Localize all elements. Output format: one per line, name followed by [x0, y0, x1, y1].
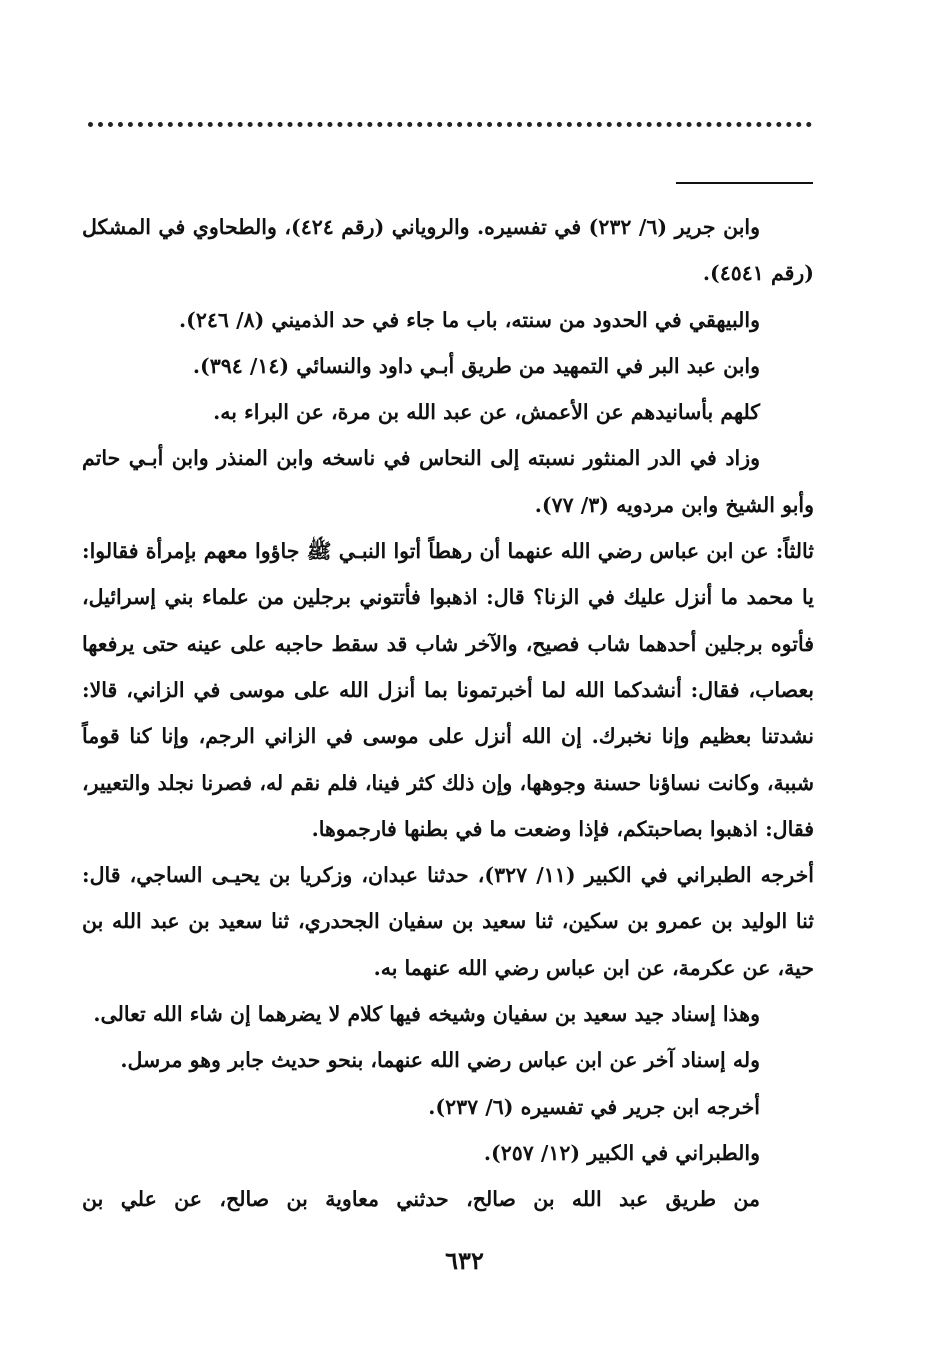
paragraph-1: وابن جرير (٦/ ٢٣٢) في تفسيره. والروياني (رقم ٤٢٤)، والطحاوي في المشكل (رقم ٤٥٤١).: [82, 215, 814, 286]
paragraph-9: وله إسناد آخر عن ابن عباس رضي الله عنهما، بنحو حديث جابر وهو مرسل.: [120, 1048, 760, 1073]
paragraph-11: والطبراني في الكبير (١٢/ ٢٥٧).: [483, 1140, 760, 1165]
paragraph-8: وهذا إسناد جيد سعيد بن سفيان وشيخه فيها كلام لا يضرهما إن شاء الله تعالى.: [93, 1002, 760, 1027]
page-number: ٦٣٢: [445, 1246, 484, 1275]
paragraph-10: أخرجه ابن جرير في تفسيره (٦/ ٢٣٧).: [428, 1094, 760, 1119]
dotted-separator: [88, 122, 812, 130]
paragraph-7: أخرجه الطبراني في الكبير (١١/ ٣٢٧)، حدثنا عبدان، وزكريا بن يحيـى الساجي، قال: ثنا الوليد بن عمرو بن سكين، ثنا سعيد بن سفيان الجحدري، ثنا سعيد بن عبد الله بن حية، عن عكرمة، عن ابن عباس رضي الله عنهما به.: [82, 863, 814, 980]
footnote-rule: [676, 182, 813, 184]
paragraph-5: وزاد في الدر المنثور نسبته إلى النحاس في ناسخه وابن المنذر وابن أبـي حاتم وأبو الشيخ وابن مردويه (٣/ ٧٧).: [82, 446, 814, 517]
footnote-text: [82, 204, 814, 1223]
paragraph-2: والبيهقي في الحدود من سنته، باب ما جاء في حد الذميني (٨/ ٢٤٦).: [179, 307, 760, 332]
paragraph-12: من طريق عبد الله بن صالح، حدثني معاوية بن صالح، عن علي بن: [82, 1187, 760, 1212]
paragraph-3: وابن عبد البر في التمهيد من طريق أبـي داود والنسائي (١٤/ ٣٩٤).: [192, 353, 760, 378]
paragraph-4: كلهم بأسانيدهم عن الأعمش، عن عبد الله بن مرة، عن البراء به.: [213, 400, 760, 425]
paragraph-6: ثالثاً: عن ابن عباس رضي الله عنهما أن رهطاً أتوا النبـي ﷺ جاؤوا معهم بإمرأة فقالوا: يا محمد ما أنزل عليك في الزنا؟ قال: اذهبوا فأتتوني برجلين من علماء بني إسرائيل، فأتوه برجلين أحدهما شاب فصيح، والآخر شاب قد سقط حاجبه على عينه حتى يرفعها بعصاب، فقال: أنشدكما الله لما أخبرتمونا بما أنزل الله على موسى في الزاني، قالا: نشدتنا بعظيم وإنا نخبرك. إن الله أنزل على موسى في الزاني الرجم، وإنا كنا قوماً شببة، وكانت نساؤنا حسنة وجوهها، وإن ذلك كثر فينا، فلم نقم له، فصرنا نجلد والتعيير، فقال: اذهبوا بصاحبتكم، فإذا وضعت ما في بطنها فارجموها.: [82, 539, 814, 841]
